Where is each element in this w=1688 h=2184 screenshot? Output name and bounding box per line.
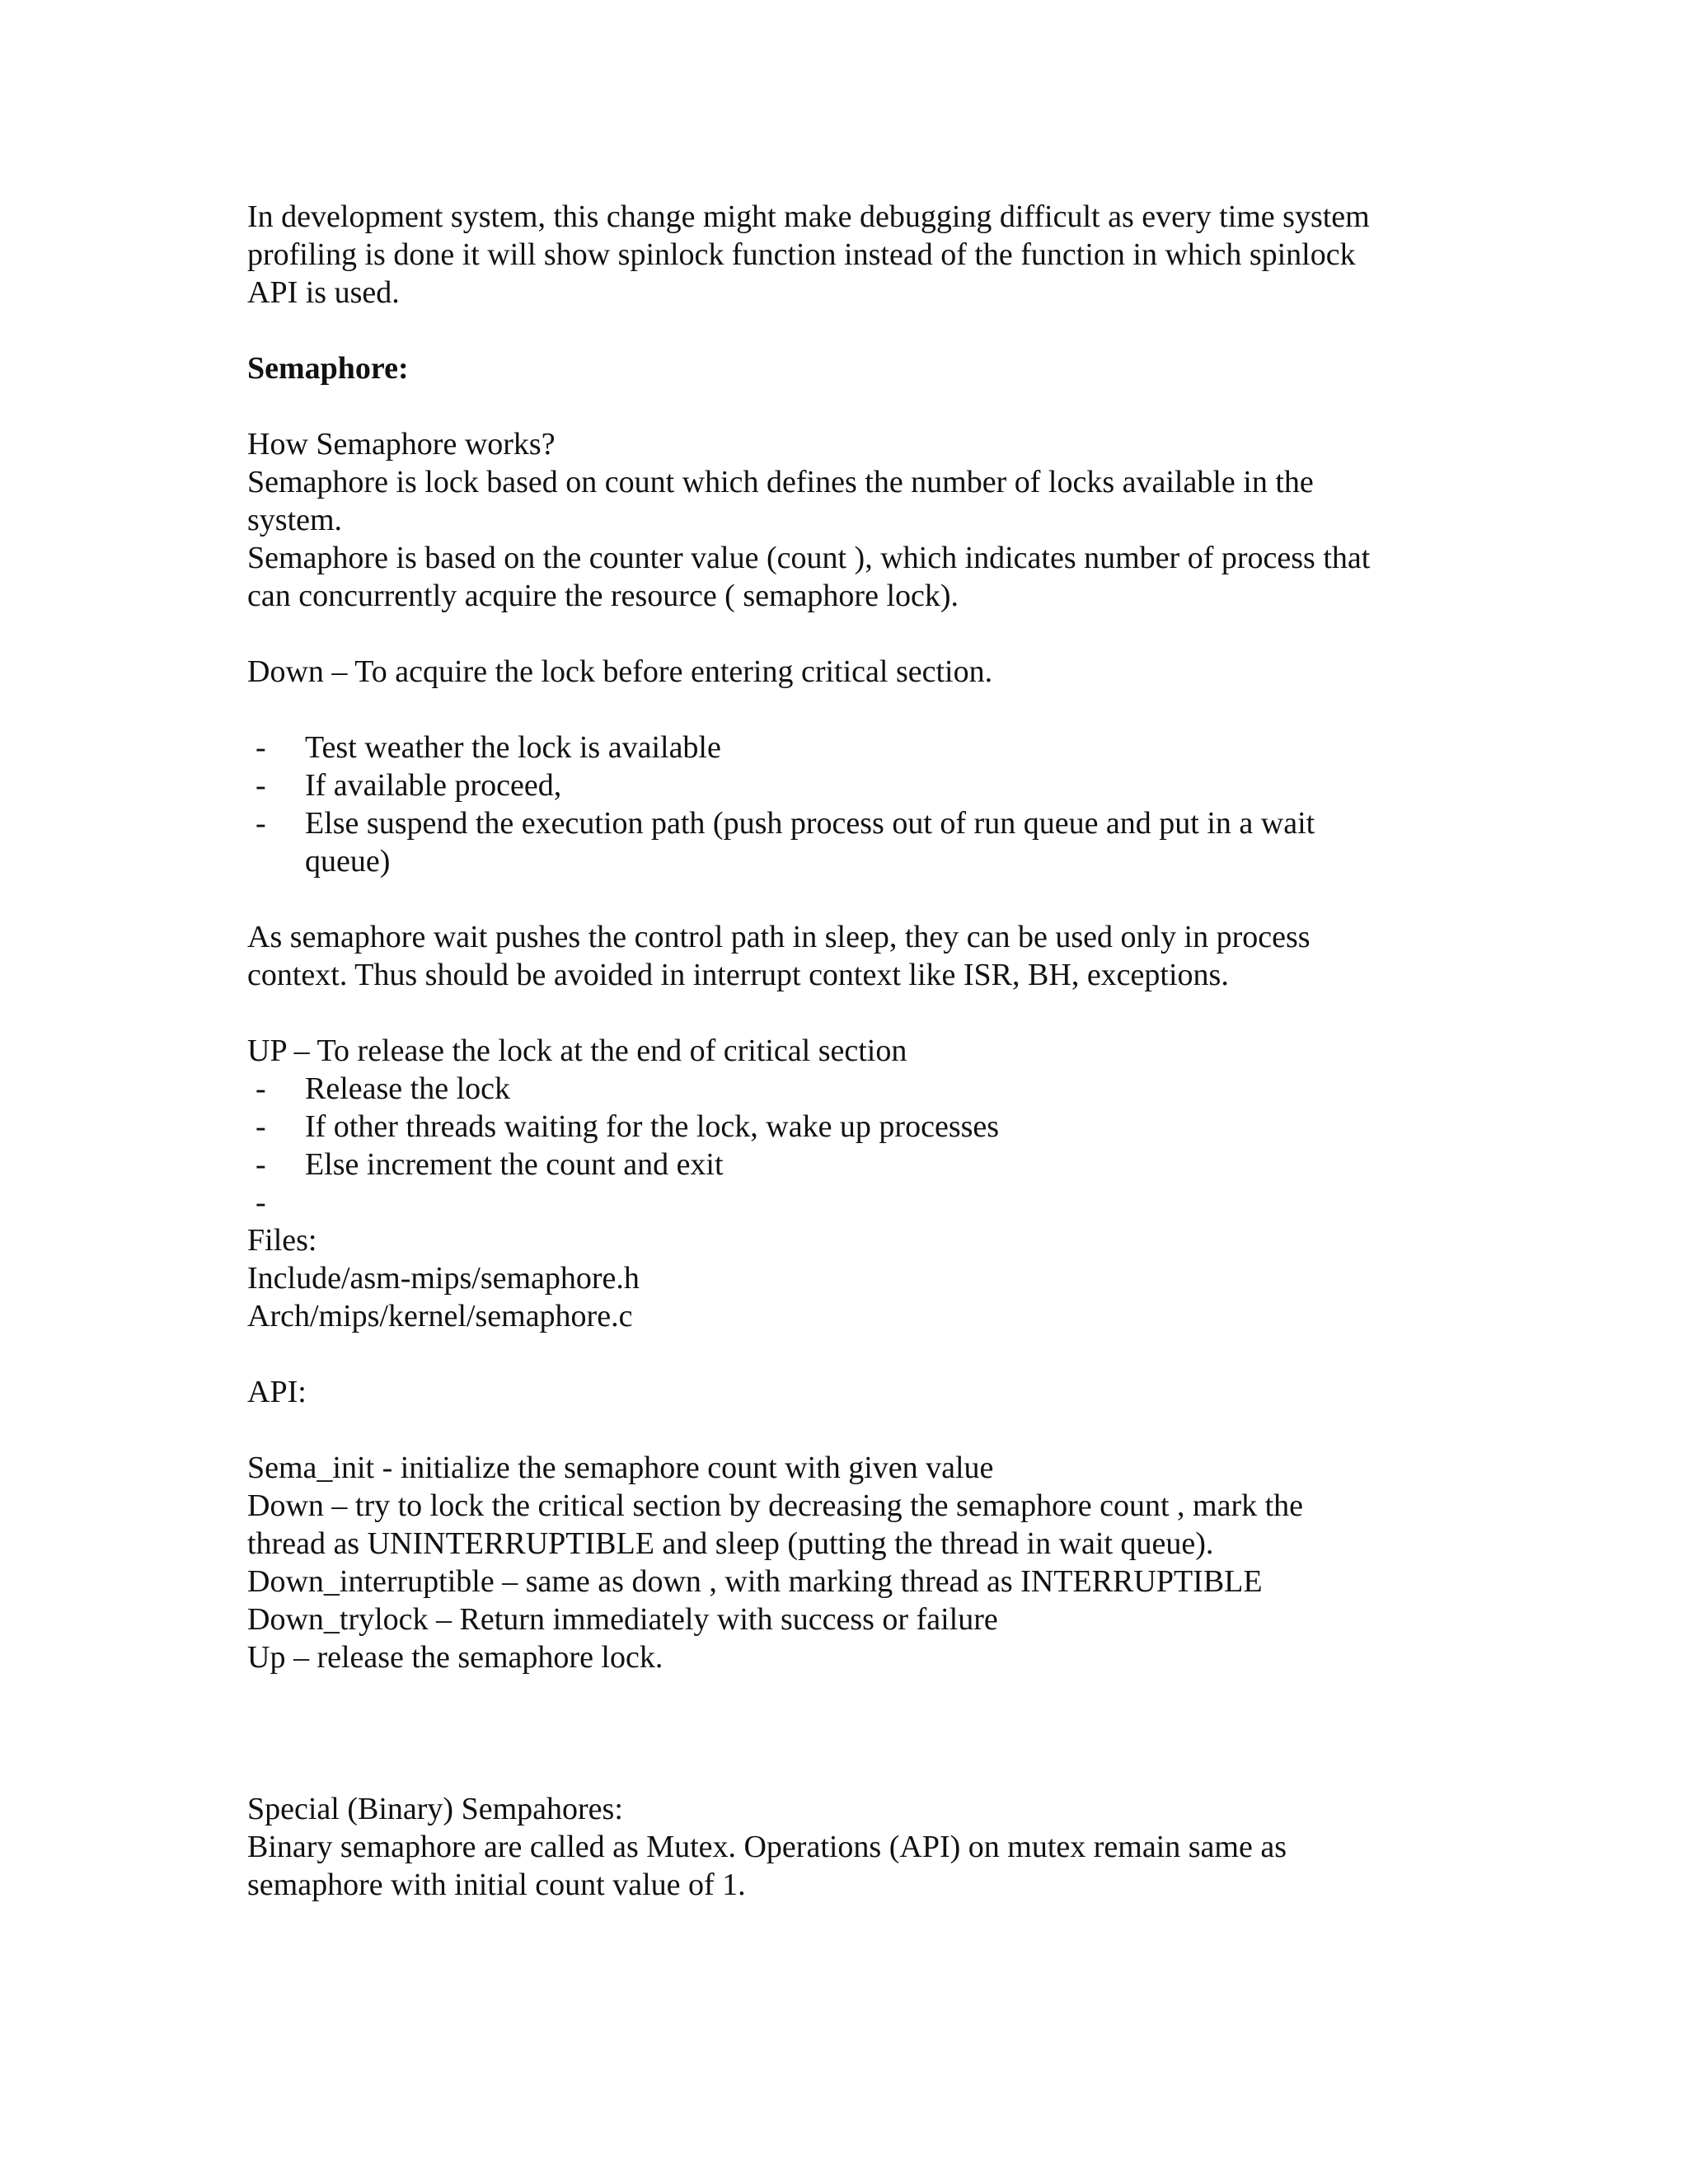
list-item-text: If available proceed,	[305, 768, 562, 803]
api-line: Up – release the semaphore lock.	[247, 1640, 663, 1675]
api-list	[247, 1449, 1467, 1676]
intro-line: In development system, this change might make debugging difficult as every time system	[247, 199, 1370, 234]
how-works-line: can concurrently acquire the resource ( semaphore lock).	[247, 579, 959, 613]
list-dash: -	[256, 1109, 266, 1144]
list-dash: -	[256, 1185, 266, 1220]
sleep-note-line: context. Thus should be avoided in interrupt context like ISR, BH, exceptions.	[247, 958, 1229, 992]
list-item	[247, 766, 1467, 804]
intro-line: profiling is done it will show spinlock function instead of the function in which spinlock	[247, 237, 1356, 272]
list-item-text	[305, 1183, 1467, 1221]
binary-line: semaphore with initial count value of 1.	[247, 1868, 746, 1902]
api-line: thread as UNINTERRUPTIBLE and sleep (putting the thread in wait queue).	[247, 1526, 1214, 1561]
sleep-note-line: As semaphore wait pushes the control path in sleep, they can be used only in process	[247, 920, 1311, 954]
list-item-text: Test weather the lock is available	[305, 730, 721, 765]
list-item-text: If other threads waiting for the lock, wake up processes	[305, 1109, 1000, 1144]
down-steps-list	[247, 729, 1467, 880]
api-line: Down_interruptible – same as down , with marking thread as INTERRUPTIBLE	[247, 1564, 1263, 1599]
list-item	[247, 729, 1467, 766]
binary-section	[247, 1790, 1467, 1904]
binary-title: Special (Binary) Sempahores:	[247, 1792, 623, 1826]
intro-paragraph	[247, 198, 1467, 312]
files-label: Files:	[247, 1223, 317, 1258]
api-line: Sema_init - initialize the semaphore count with given value	[247, 1451, 994, 1485]
file-path: Include/asm-mips/semaphore.h	[247, 1261, 640, 1296]
list-item-text: Else increment the count and exit	[305, 1147, 724, 1182]
api-line: Down – try to lock the critical section by decreasing the semaphore count , mark the	[247, 1488, 1304, 1523]
how-works-question: How Semaphore works?	[247, 427, 556, 462]
list-dash: -	[256, 730, 266, 765]
list-item	[247, 1146, 1467, 1183]
how-works-line: Semaphore is lock based on count which defines the number of locks available in the	[247, 465, 1314, 499]
up-steps-list	[247, 1070, 1467, 1221]
list-item-text: queue)	[305, 844, 391, 879]
semaphore-heading: Semaphore:	[247, 351, 409, 386]
up-title: UP – To release the lock at the end of critical section	[247, 1033, 907, 1068]
how-works-line: Semaphore is based on the counter value (count ), which indicates number of process that	[247, 541, 1371, 575]
how-works-line: system.	[247, 503, 343, 537]
sleep-note-paragraph	[247, 918, 1467, 994]
list-item	[247, 804, 1467, 880]
list-dash: -	[256, 806, 266, 841]
api-line: Down_trylock – Return immediately with success or failure	[247, 1602, 998, 1637]
api-label: API:	[247, 1375, 307, 1409]
list-item	[247, 1183, 1467, 1221]
list-item-text: Release the lock	[305, 1071, 511, 1106]
files-section	[247, 1221, 1467, 1335]
file-path: Arch/mips/kernel/semaphore.c	[247, 1299, 633, 1333]
how-works-paragraph	[247, 425, 1467, 615]
page-content	[247, 198, 1467, 1904]
binary-line: Binary semaphore are called as Mutex. Operations (API) on mutex remain same as	[247, 1830, 1287, 1864]
list-dash: -	[256, 1147, 266, 1182]
intro-line: API is used.	[247, 275, 400, 310]
list-dash: -	[256, 1071, 266, 1106]
list-item	[247, 1070, 1467, 1108]
list-item	[247, 1108, 1467, 1146]
down-title: Down – To acquire the lock before entering critical section.	[247, 654, 993, 689]
list-dash: -	[256, 768, 266, 803]
list-item-text: Else suspend the execution path (push process out of run queue and put in a wait	[305, 806, 1315, 841]
